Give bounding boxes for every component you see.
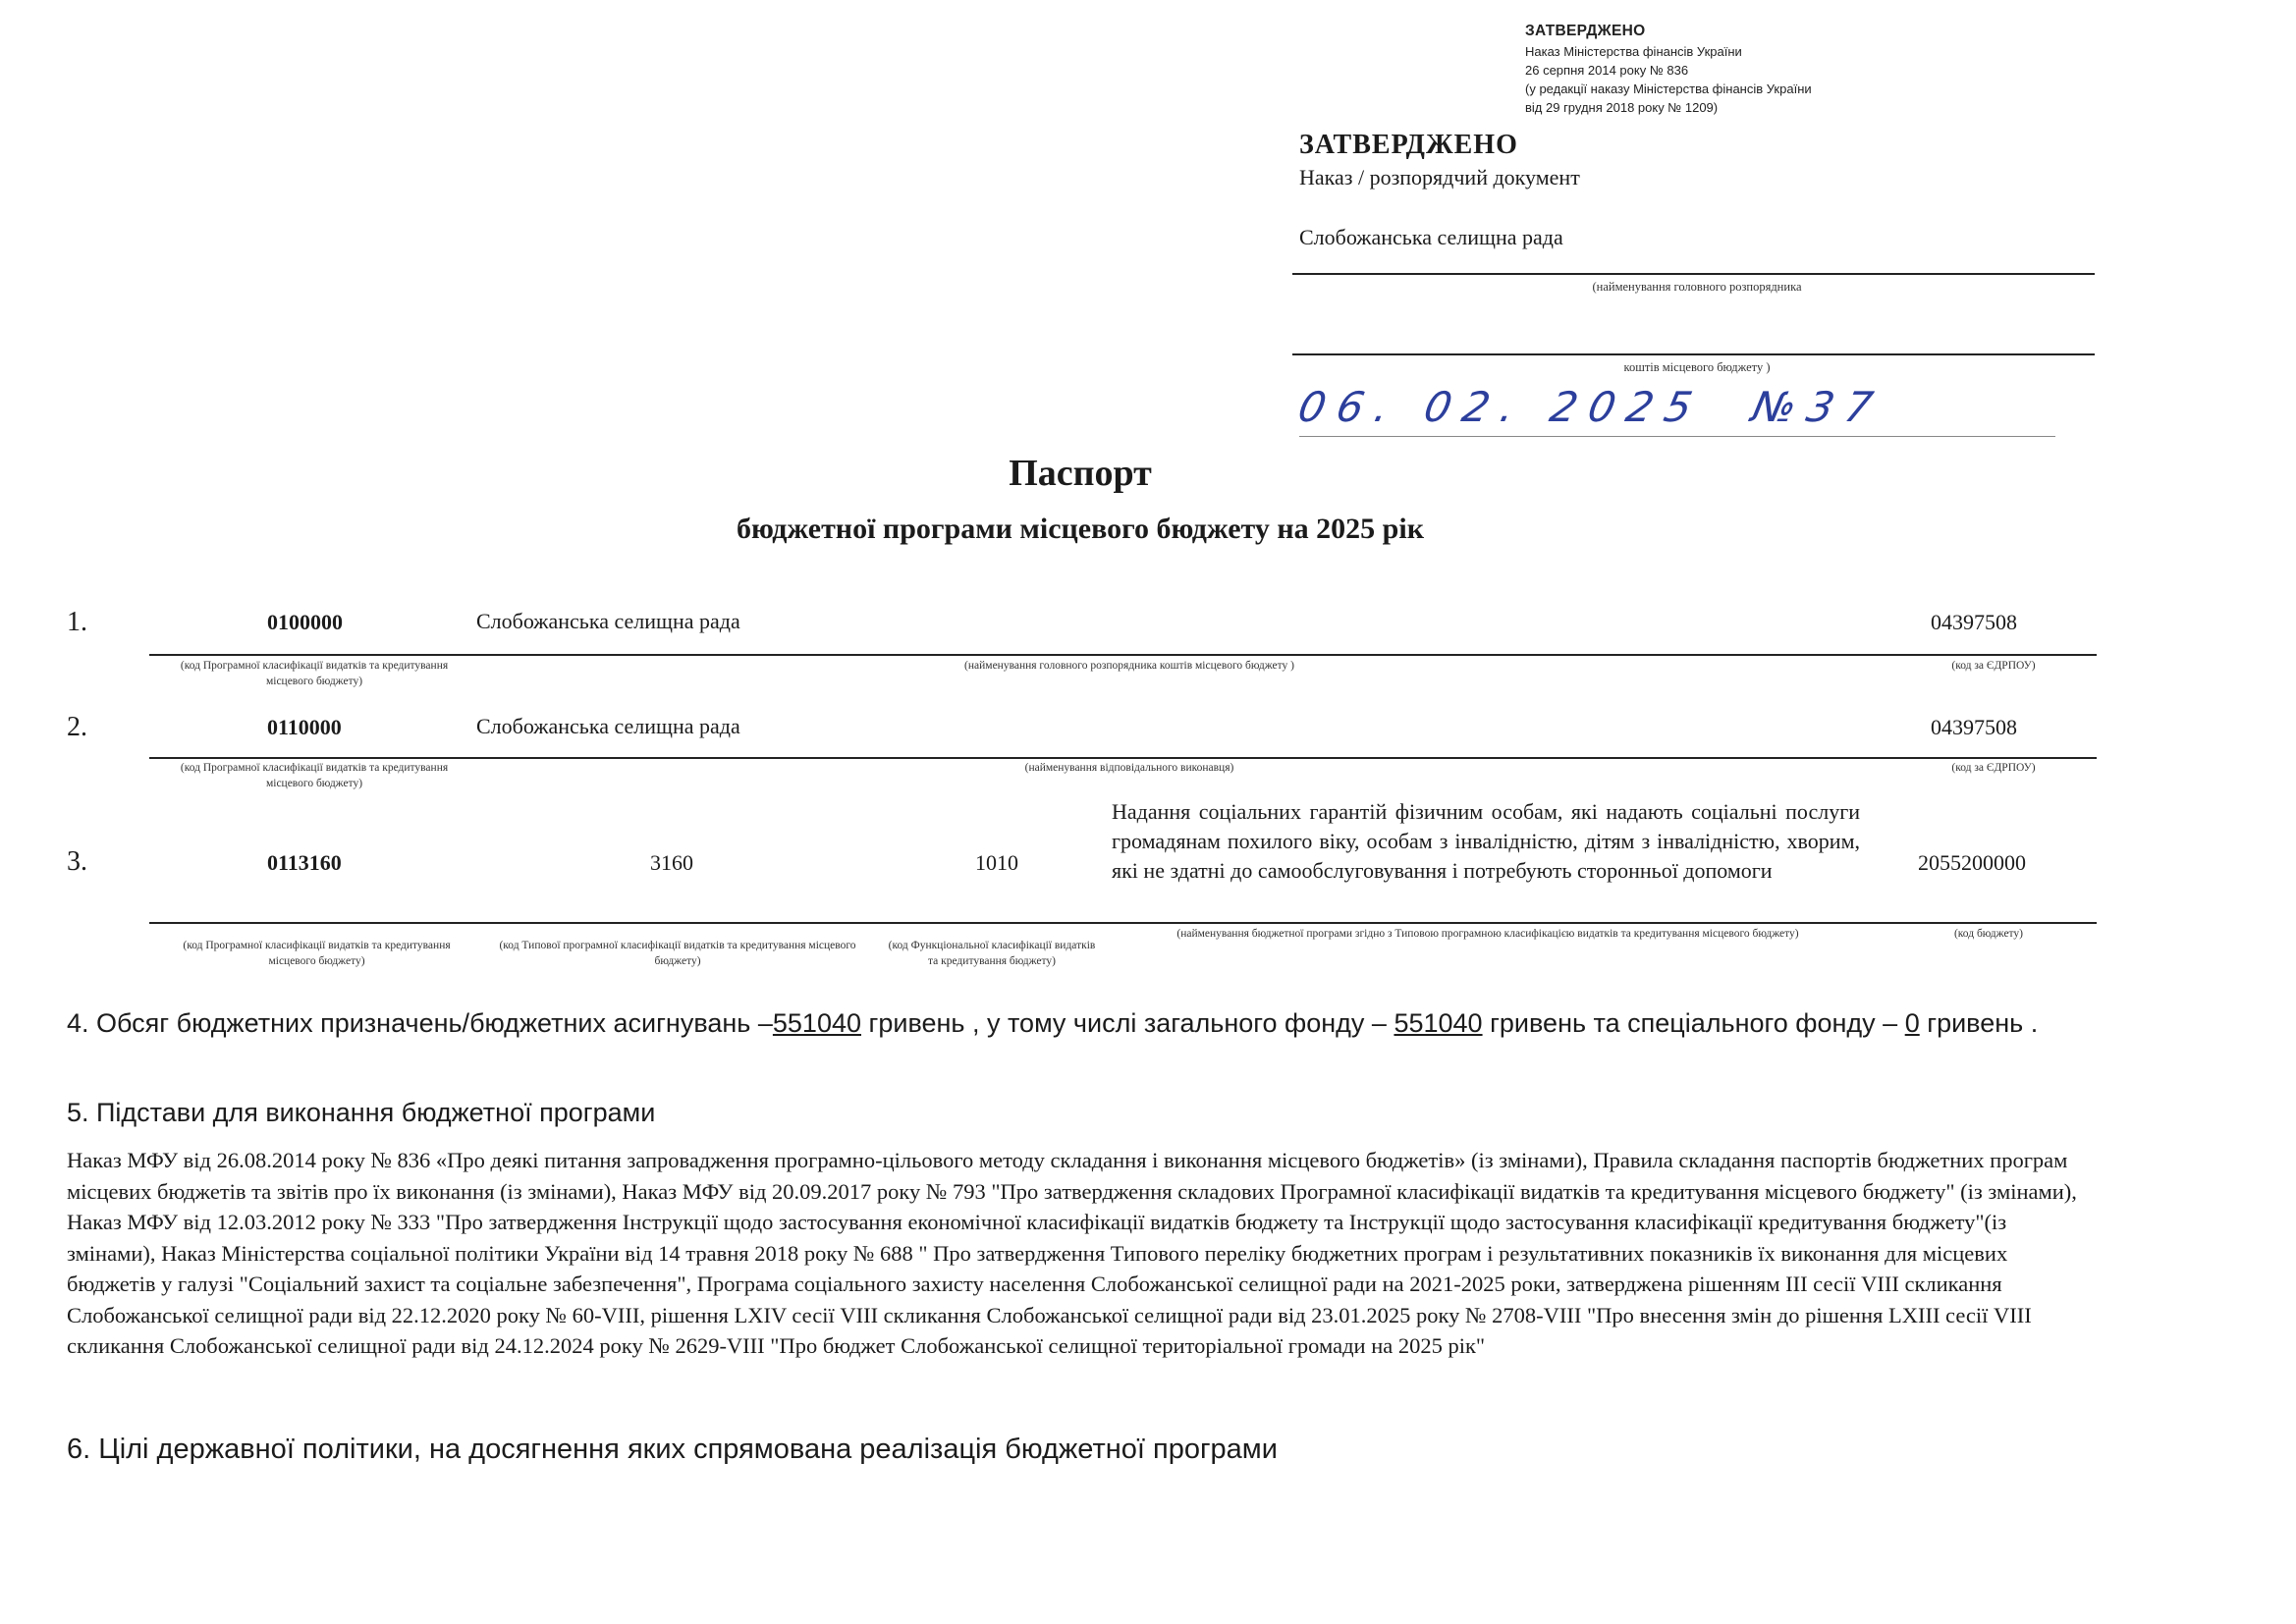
stamp-line: 26 серпня 2014 року № 836 <box>1525 63 1689 78</box>
approval-title: ЗАТВЕРДЖЕНО <box>1299 130 1518 160</box>
program-code: 0113160 <box>267 850 342 875</box>
executor-name: Слобожанська селищна рада <box>476 714 740 738</box>
section-4-text: 4. Обсяг бюджетних призначень/бюджетних асигнувань – <box>67 1008 773 1038</box>
caption-functional: (код Функціональної класифікації видатків та кредитування бюджету) <box>888 940 1096 967</box>
caption-edrpou: (код за ЄДРПОУ) <box>1951 660 2036 672</box>
page-subtitle: бюджетної програми місцевого бюджету на 2025 рік <box>737 513 1424 545</box>
caption-name: (найменування відповідального виконавця) <box>1024 762 1234 774</box>
special-fund-amount: 0 <box>1904 1008 1920 1038</box>
caption-code: (код Програмної класифікації видатків та кредитування місцевого бюджету) <box>180 660 449 687</box>
caption-code: (код Програмної класифікації видатків та кредитування місцевого бюджету) <box>183 940 451 967</box>
caption-name: (найменування головного розпорядника коштів місцевого бюджету ) <box>964 660 1294 672</box>
section-5-body: Наказ МФУ від 26.08.2014 року № 836 «Про деякі питання запровадження програмно-цільового методу складання і виконання місцевого бюджетів» (із змінами), Правила складання паспортів бюджетних програм місцевих бюджетів та звітів про їх виконання (із змінами), Наказ МФУ від 20.09.2017 року № 793 "Про затвердження складових Програмної класифікації видатків та кредитування місцевого бюджету" (із змінами), Наказ МФУ від 12.03.2012 року № 333 "Про затвердження Інструкції щодо застосування економічної класифікації видатків бюджету та Інструкції щодо застосування класифікації кредитування бюджету"(із змінами), Наказ Міністерства соціальної політики України від 14 травня 2018 року № 688 " Про затвердження Типового переліку бюджетних програм і результативних показників їх виконання для місцевих бюджетів у галузі "Соціальний захист та соціальне забезпечення", Програма соціального захисту населення Слобожанської селищної ради на 2021-2025 роки, затверджена рішенням ІІІ сесії VIII скликання Слобожанської селищної ради від 22.12.2020 року № 60-VIII, рішення LXIV сесії VIII скликання Слобожанської селищної ради від 23.01.2025 року № 2708-VIII "Про внесення змін до рішення LXIII сесії VIII скликання Слобожанської селищної ради від 24.12.2024 року № 2629-VIII "Про бюджет Слобожанської селищної територіальної громади на 2025 рік" <box>67 1148 2077 1358</box>
row-number: 3. <box>67 846 87 877</box>
handwritten-date-number: 06. 02. 2025 №37 <box>1293 383 1889 431</box>
general-fund-amount: 551040 <box>1394 1008 1483 1038</box>
section-6-heading: 6. Цілі державної політики, на досягнення яких спрямована реалізація бюджетної програми <box>67 1434 1278 1465</box>
approval-caption: коштів місцевого бюджету ) <box>1623 360 1771 374</box>
caption-typical: (код Типової програмної класифікації видатків та кредитування місцевого бюджету) <box>499 940 856 967</box>
caption-edrpou: (код за ЄДРПОУ) <box>1951 762 2036 774</box>
divider <box>149 922 2097 924</box>
divider <box>1292 353 2095 355</box>
functional-code: 1010 <box>975 850 1018 875</box>
stamp-line: (у редакції наказу Міністерства фінансів України <box>1525 81 1812 96</box>
approval-doc-type: Наказ / розпорядчий документ <box>1299 165 1580 189</box>
page-title: Паспорт <box>1009 453 1152 494</box>
stamp-line: від 29 грудня 2018 року № 1209) <box>1525 100 1719 115</box>
typical-program-code: 3160 <box>650 850 693 875</box>
section-4-text: гривень та спеціального фонду – <box>1482 1008 1905 1038</box>
divider <box>149 654 2097 656</box>
approval-org: Слобожанська селищна рада <box>1299 225 1563 249</box>
budget-code: 2055200000 <box>1918 850 2026 875</box>
row-number: 1. <box>67 607 87 637</box>
caption-budget: (код бюджету) <box>1953 928 2024 940</box>
caption-code: (код Програмної класифікації видатків та кредитування місцевого бюджету) <box>180 762 449 789</box>
approval-stamp <box>1525 22 1812 117</box>
program-description: Надання соціальних гарантій фізичним особам, які надають соціальні послуги громадянам похилого віку, особам з інвалідністю, дітям з інвалідністю, хворим, які не здатні до самообслуговування і потребують сторонньої допомоги <box>1112 799 1860 883</box>
total-amount: 551040 <box>772 1008 861 1038</box>
stamp-line: Наказ Міністерства фінансів України <box>1525 44 1742 59</box>
section-4-text: гривень . <box>1919 1008 2039 1038</box>
section-5-heading: 5. Підстави для виконання бюджетної програми <box>67 1098 656 1127</box>
caption-description: (найменування бюджетної програми згідно з Типовою програмною класифікацією видатків та кредитування місцевого бюджету) <box>1176 928 1799 940</box>
edrpou-code: 04397508 <box>1931 610 2017 634</box>
edrpou-code: 04397508 <box>1931 715 2017 739</box>
stamp-title: ЗАТВЕРДЖЕНО <box>1525 23 1646 39</box>
program-code: 0100000 <box>267 610 343 634</box>
divider <box>149 757 2097 759</box>
row-number: 2. <box>67 712 87 742</box>
section-4-text: гривень , у тому числі загального фонду – <box>861 1008 1394 1038</box>
approval-caption: (найменування головного розпорядника <box>1592 280 1802 294</box>
manager-name: Слобожанська селищна рада <box>476 609 740 633</box>
section-4-allocations <box>67 1003 2096 1043</box>
approval-block <box>1293 130 2095 454</box>
program-code: 0110000 <box>267 715 342 739</box>
divider <box>1299 436 2055 437</box>
divider <box>1292 273 2095 275</box>
